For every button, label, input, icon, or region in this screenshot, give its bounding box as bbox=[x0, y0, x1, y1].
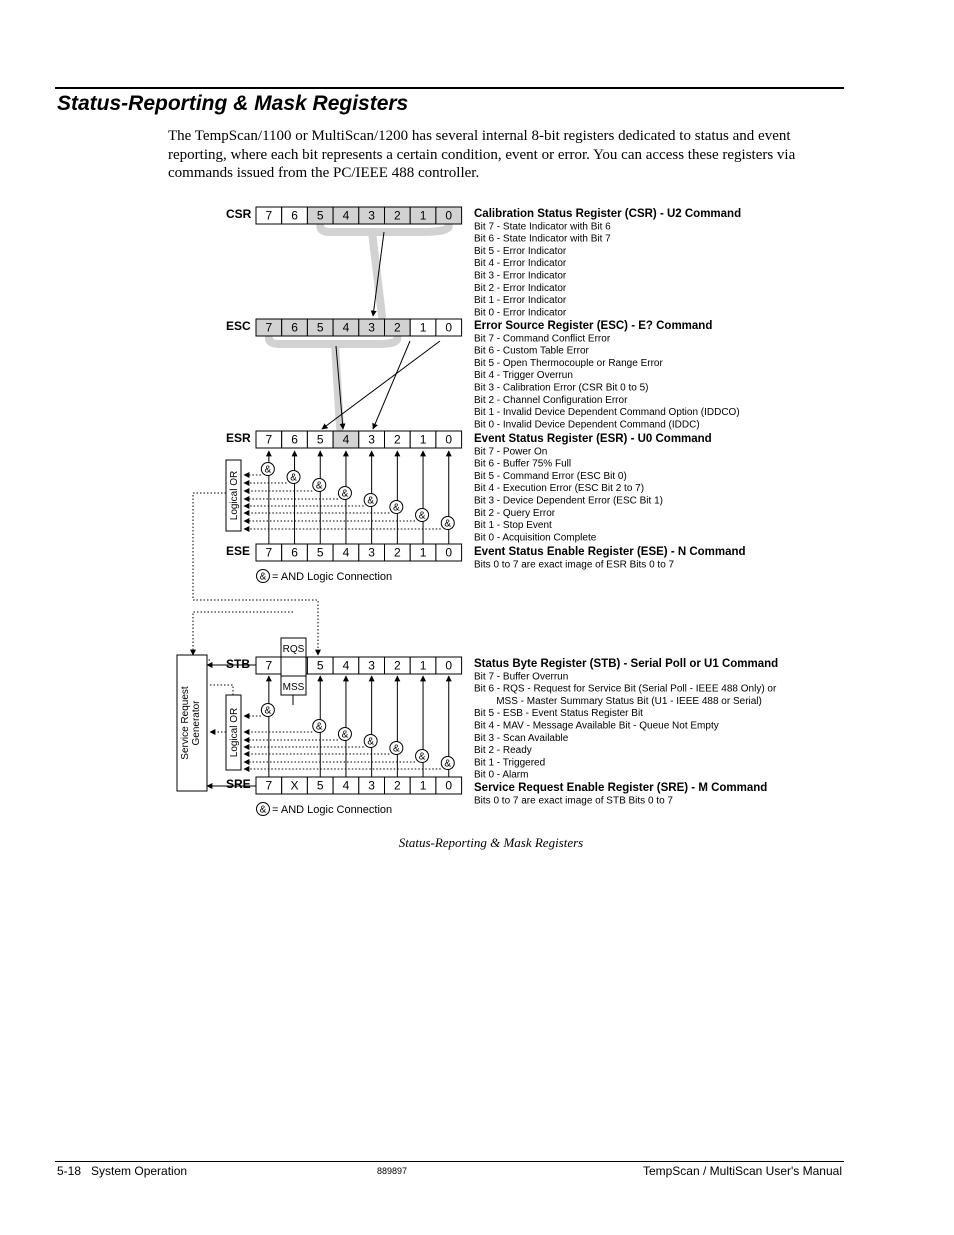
register-csr bbox=[226, 207, 462, 224]
register-bit-description: Bit 7 - State Indicator with Bit 6 bbox=[474, 221, 611, 233]
bit-label: 5 bbox=[316, 778, 324, 793]
srg-label-2: Generator bbox=[191, 700, 202, 746]
bit-label: 0 bbox=[445, 778, 453, 793]
and-symbol: & bbox=[264, 705, 272, 717]
footer-manual-title: TempScan / MultiScan User's Manual bbox=[642, 1164, 842, 1178]
register-bit-description: Bit 3 - Error Indicator bbox=[474, 270, 567, 282]
and-symbol: & bbox=[259, 804, 267, 816]
service-request-generator bbox=[177, 655, 256, 791]
and-symbol: & bbox=[315, 480, 323, 492]
bit-label: 5 bbox=[316, 208, 324, 223]
status-register-diagram bbox=[170, 200, 810, 820]
register-bit-description: Bit 6 - RQS - Request for Service Bit (Serial Poll - IEEE 488 Only) or bbox=[474, 683, 777, 695]
logical-or-label: Logical OR bbox=[229, 470, 240, 521]
register-description-title: Calibration Status Register (CSR) - U2 Command bbox=[474, 208, 742, 220]
and-symbol: & bbox=[367, 495, 374, 507]
header-rule bbox=[55, 87, 844, 89]
csr-to-esc-bus bbox=[372, 232, 382, 316]
register-description bbox=[474, 208, 741, 318]
register-label: SRE bbox=[226, 777, 251, 791]
and-symbol: & bbox=[315, 721, 323, 733]
register-description-title: Error Source Register (ESC) - E? Command bbox=[474, 320, 713, 332]
and-symbol: & bbox=[341, 488, 349, 500]
register-bit-description: Bit 0 - Error Indicator bbox=[474, 307, 567, 319]
bit-label: 1 bbox=[419, 778, 427, 793]
logical-or-label: Logical OR bbox=[229, 707, 240, 758]
mss-feed bbox=[210, 685, 233, 695]
bit-label: 6 bbox=[291, 208, 298, 223]
bit-label: 2 bbox=[394, 778, 401, 793]
and-legend-text: = AND Logic Connection bbox=[272, 571, 393, 583]
and-symbol: & bbox=[341, 729, 349, 741]
register-bit-description: Bit 5 - Command Error (ESC Bit 0) bbox=[474, 470, 627, 482]
rqs-mss-block bbox=[281, 638, 306, 705]
bit-label: 1 bbox=[419, 432, 427, 447]
bit-label: X bbox=[290, 778, 299, 793]
register-description-title: Service Request Enable Register (SRE) - M Command bbox=[474, 782, 768, 794]
register-bit-description: Bit 4 - MAV - Message Available Bit - Queue Not Empty bbox=[474, 720, 719, 732]
register-description bbox=[474, 658, 778, 781]
register-stb bbox=[226, 657, 462, 674]
register-description-title: Event Status Register (ESR) - U0 Command bbox=[474, 433, 712, 445]
footer-doc-number: 889897 bbox=[377, 1166, 408, 1176]
bit-label: 5 bbox=[316, 320, 324, 335]
bit-label: 0 bbox=[445, 432, 453, 447]
bit-label: 3 bbox=[368, 320, 375, 335]
and-symbol: & bbox=[259, 571, 267, 583]
bit-label: 7 bbox=[265, 208, 273, 223]
register-sre bbox=[226, 777, 462, 794]
figure-caption: Status-Reporting & Mask Registers bbox=[398, 835, 584, 850]
register-description bbox=[474, 433, 712, 543]
register-bit-description: Bit 4 - Error Indicator bbox=[474, 258, 567, 270]
register-bit-description: Bit 2 - Ready bbox=[474, 745, 532, 757]
page-title: Status-Reporting & Mask Registers bbox=[57, 92, 409, 115]
bit-label: 2 bbox=[394, 208, 401, 223]
and-symbol: & bbox=[264, 464, 272, 476]
bit-label: 4 bbox=[342, 778, 350, 793]
bit-label: 0 bbox=[445, 208, 453, 223]
bit-label: 0 bbox=[445, 658, 453, 673]
register-bit-description: Bit 3 - Calibration Error (CSR Bit 0 to 5) bbox=[474, 382, 649, 394]
register-bit-description: Bit 7 - Command Conflict Error bbox=[474, 333, 611, 345]
and-symbol: & bbox=[290, 472, 297, 484]
register-bit-description: Bit 1 - Error Indicator bbox=[474, 295, 567, 307]
footer-page-section: 5-18 System Operation bbox=[57, 1164, 188, 1178]
register-bit-description: Bit 2 - Error Indicator bbox=[474, 282, 567, 294]
srg-to-rqs bbox=[193, 612, 293, 655]
srg-label-1: Service Request bbox=[180, 686, 191, 760]
register-bit-description: Bit 6 - Buffer 75% Full bbox=[474, 458, 572, 470]
intro-paragraph: The TempScan/1100 or MultiScan/1200 has several internal 8-bit registers dedicated to status and event reporting, where each bit represents a certain condition, event or error. You can access these registers via commands issued from the PC/IEEE 488 controller. bbox=[168, 128, 796, 181]
bit-label: 1 bbox=[419, 658, 427, 673]
bit-label: 5 bbox=[316, 432, 324, 447]
register-esc bbox=[226, 319, 462, 336]
and-symbol: & bbox=[393, 743, 400, 755]
bit-label: 5 bbox=[316, 545, 324, 560]
register-bit-description: Bit 3 - Device Dependent Error (ESC Bit 1) bbox=[474, 495, 663, 507]
register-bit-description: Bit 3 - Scan Available bbox=[474, 732, 569, 744]
register-description-title: Event Status Enable Register (ESE) - N Command bbox=[474, 546, 746, 558]
register-label: ESR bbox=[226, 431, 251, 445]
register-bit-description: Bit 6 - Custom Table Error bbox=[474, 345, 589, 357]
register-label: ESC bbox=[226, 319, 251, 333]
register-bit-description: Bit 1 - Invalid Device Dependent Command Option (IDDCO) bbox=[474, 407, 740, 419]
esr-and-bank bbox=[226, 451, 454, 544]
register-bit-description: Bits 0 to 7 are exact image of ESR Bits 0 to 7 bbox=[474, 559, 675, 571]
bit-label: 7 bbox=[265, 432, 273, 447]
footer-rule bbox=[55, 1161, 844, 1162]
register-bit-description: Bit 7 - Power On bbox=[474, 446, 548, 458]
register-bit-description: Bit 2 - Channel Configuration Error bbox=[474, 394, 628, 406]
and-symbol: & bbox=[393, 502, 400, 514]
register-bit-description: Bit 7 - Buffer Overrun bbox=[474, 671, 569, 683]
mss-label: MSS bbox=[282, 682, 305, 693]
register-bit-description: Bit 4 - Trigger Overrun bbox=[474, 370, 573, 382]
bit-label: 3 bbox=[368, 658, 375, 673]
register-bit-description: Bits 0 to 7 are exact image of STB Bits 0 to 7 bbox=[474, 795, 673, 807]
bit-label: 4 bbox=[342, 545, 350, 560]
bit-label: 0 bbox=[445, 545, 453, 560]
bit-label: 4 bbox=[342, 320, 350, 335]
bit-label: 7 bbox=[265, 658, 273, 673]
bit-label: 0 bbox=[445, 320, 453, 335]
bit-label: 1 bbox=[419, 320, 427, 335]
and-symbol: & bbox=[418, 751, 426, 763]
bit-label: 3 bbox=[368, 208, 375, 223]
sre-and-legend bbox=[257, 803, 393, 817]
register-description-title: Status Byte Register (STB) - Serial Poll or U1 Command bbox=[474, 658, 779, 670]
rqs-label: RQS bbox=[282, 644, 305, 655]
register-esr bbox=[226, 431, 462, 448]
stb-and-bank bbox=[226, 676, 454, 777]
register-bit-description: Bit 1 - Triggered bbox=[474, 757, 546, 769]
bit-label: 2 bbox=[394, 320, 401, 335]
bit-label: 3 bbox=[368, 432, 375, 447]
register-description bbox=[474, 320, 740, 430]
register-bit-description: Bit 4 - Execution Error (ESC Bit 2 to 7) bbox=[474, 483, 645, 495]
register-bit-description: Bit 5 - ESB - Event Status Register Bit bbox=[474, 708, 643, 720]
bit-label: 3 bbox=[368, 778, 375, 793]
register-bit-description: Bit 2 - Query Error bbox=[474, 507, 556, 519]
bit-label: 2 bbox=[394, 658, 401, 673]
register-bit-description: Bit 5 - Error Indicator bbox=[474, 245, 567, 257]
bit-label: 5 bbox=[316, 658, 324, 673]
register-bit-description: Bit 0 - Invalid Device Dependent Command (IDDC) bbox=[474, 419, 700, 431]
bit-label: 1 bbox=[419, 545, 427, 560]
bit-label: 4 bbox=[342, 208, 350, 223]
register-ese bbox=[226, 544, 462, 561]
register-bit-description: Bit 1 - Stop Event bbox=[474, 520, 552, 532]
and-symbol: & bbox=[444, 518, 452, 530]
esr-and-legend bbox=[257, 570, 393, 584]
bit-label: 6 bbox=[291, 545, 298, 560]
register-bit-description: MSS - Master Summary Status Bit (U1 - IEEE 488 or Serial) bbox=[474, 695, 762, 707]
and-symbol: & bbox=[367, 736, 374, 748]
summary-routing bbox=[193, 493, 318, 732]
register-label: STB bbox=[226, 657, 250, 671]
bit-label: 7 bbox=[265, 320, 273, 335]
bit-label: 7 bbox=[265, 545, 273, 560]
esc-b0-to-esr-b3 bbox=[373, 341, 410, 429]
register-description bbox=[474, 782, 767, 806]
bit-label: 6 bbox=[291, 320, 298, 335]
register-bit-description: Bit 6 - State Indicator with Bit 7 bbox=[474, 233, 611, 245]
bit-label: 2 bbox=[394, 545, 401, 560]
and-symbol: & bbox=[444, 758, 452, 770]
bit-label: 1 bbox=[419, 208, 427, 223]
and-symbol: & bbox=[418, 510, 426, 522]
bit-label: 2 bbox=[394, 432, 401, 447]
register-label: CSR bbox=[226, 207, 252, 221]
register-bit-description: Bit 0 - Acquisition Complete bbox=[474, 532, 597, 544]
csr-bus-bracket bbox=[320, 226, 449, 232]
register-description bbox=[474, 546, 746, 570]
register-bit-description: Bit 5 - Open Thermocouple or Range Error bbox=[474, 357, 663, 369]
and-legend-text: = AND Logic Connection bbox=[272, 804, 393, 816]
register-label: ESE bbox=[226, 544, 251, 558]
bit-label: 4 bbox=[342, 658, 350, 673]
bit-label: 3 bbox=[368, 545, 375, 560]
register-bit-description: Bit 0 - Alarm bbox=[474, 769, 529, 781]
bit-label: 6 bbox=[291, 432, 298, 447]
bit-label: 7 bbox=[265, 778, 273, 793]
bit-label: 4 bbox=[342, 432, 350, 447]
